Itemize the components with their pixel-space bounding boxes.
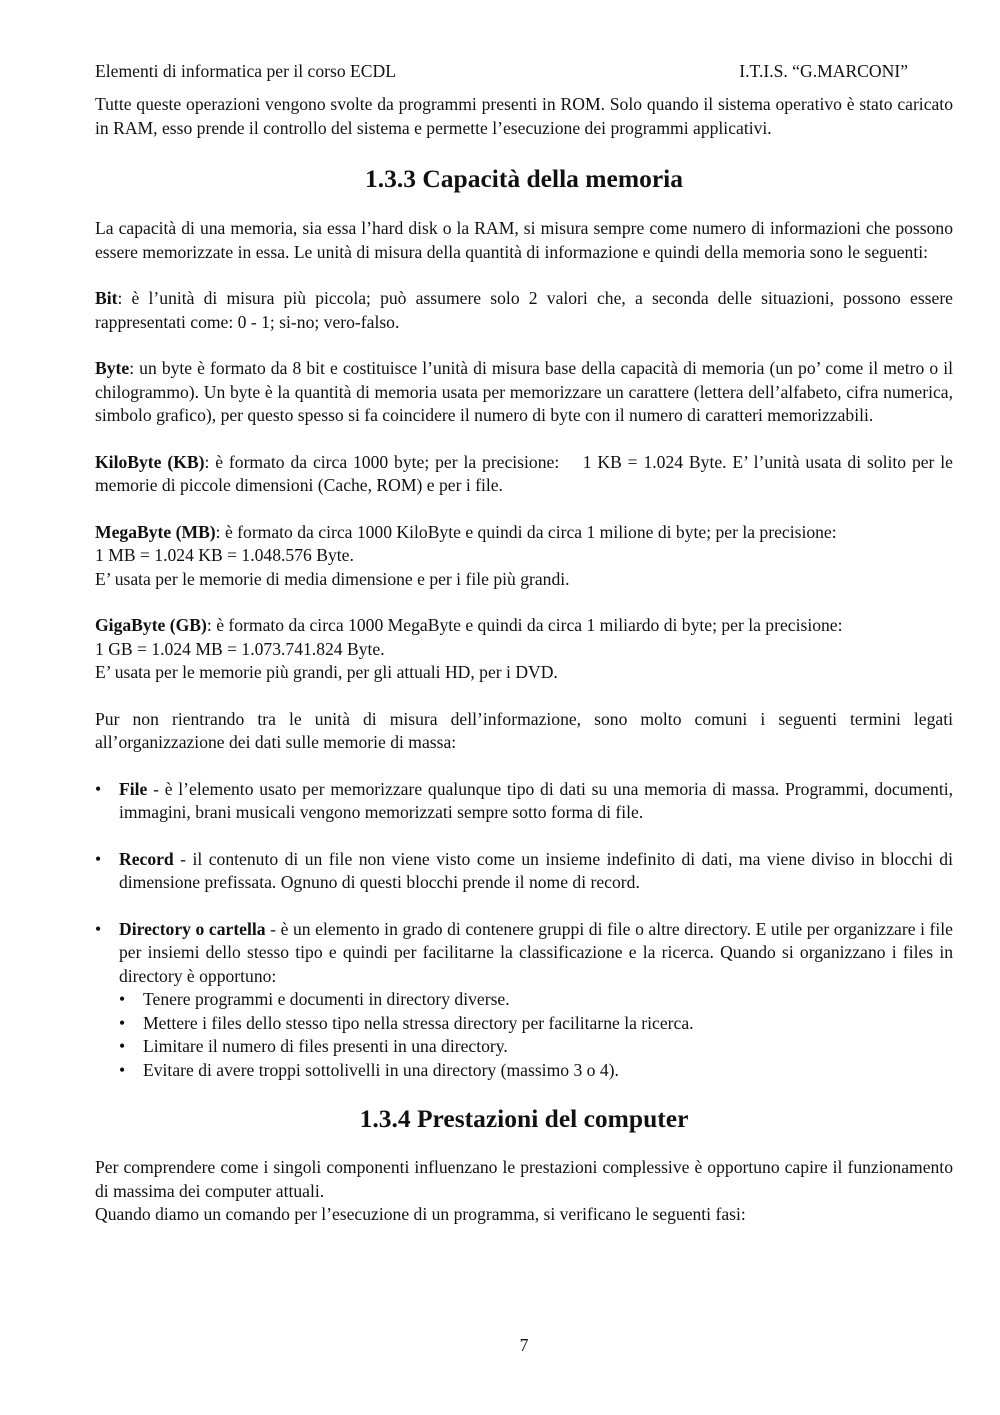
unit-bit xyxy=(95,287,953,334)
memory-capacity-intro: La capacità di una memoria, sia essa l’hard disk o la RAM, si misura sempre come numero di informazioni che possono essere memorizzate in essa. Le unità di misura della quantità di informazione e quindi della memoria sono le seguenti: xyxy=(95,218,953,262)
performance-paragraph-1: Per comprendere come i singoli componenti influenzano le prestazioni complessive è opportuno capire il funzionamento di massima dei computer attuali. xyxy=(95,1157,953,1201)
section-title-computer-performance: 1.3.4 Prestazioni del computer xyxy=(359,1104,689,1133)
bullet-symbol: • xyxy=(95,918,102,939)
bullet-symbol: • xyxy=(119,1036,126,1056)
unit-megabyte-line1: : è formato da circa 1000 KiloByte e quindi da circa 1 milione di byte; per la precisione: xyxy=(215,521,837,542)
bullet-symbol: • xyxy=(119,1059,126,1080)
unit-kilobyte xyxy=(95,451,958,498)
bullet-record xyxy=(95,848,953,895)
performance-paragraph-2: Quando diamo un comando per l’esecuzione di un programma, si verificano le seguenti fasi: xyxy=(95,1204,746,1224)
sub-item-text: Evitare di avere troppi sottolivelli in una directory (massimo 3 o 4). xyxy=(143,1059,619,1080)
unit-megabyte-line2: 1 MB = 1.024 KB = 1.048.576 Byte. xyxy=(95,545,354,565)
bullet-directory-term: Directory o cartella xyxy=(119,918,266,939)
unit-bit-term: Bit xyxy=(95,288,118,308)
unit-gigabyte xyxy=(95,614,953,685)
bullet-file-term: File xyxy=(119,778,148,799)
bullet-record-text: - il contenuto di un file non viene visto come un insieme indefinito di dati, ma viene diviso in blocchi di dimensione prefissata. Ognuno di questi blocchi prende il nome di record. xyxy=(119,848,953,892)
page-number: 7 xyxy=(519,1335,529,1355)
document-page xyxy=(95,60,958,1227)
unit-gigabyte-line3: E’ usata per le memorie più grandi, per gli attuali HD, per i DVD. xyxy=(95,662,558,682)
unit-gigabyte-term: GigaByte (GB) xyxy=(95,615,207,635)
directory-sub-list xyxy=(119,988,953,1082)
unit-kilobyte-term: KiloByte (KB) xyxy=(95,451,205,472)
unit-megabyte-term: MegaByte (MB) xyxy=(95,521,216,542)
header-right: I.T.I.S. “G.MARCONI” xyxy=(739,61,908,81)
unit-bit-text: : è l’unità di misura più piccola; può assumere solo 2 valori che, a seconda delle situazioni, possono essere rappresentati come: 0 - 1; si-no; vero-falso. xyxy=(95,288,953,332)
bullet-symbol: • xyxy=(119,989,126,1009)
bullet-file xyxy=(95,778,953,825)
unit-byte-term: Byte xyxy=(95,358,130,378)
section-title-memory-capacity: 1.3.3 Capacità della memoria xyxy=(365,164,683,193)
sub-item-text: Limitare il numero di files presenti in una directory. xyxy=(143,1036,508,1056)
sub-item-text: Tenere programmi e documenti in directory diverse. xyxy=(143,989,510,1009)
bullet-symbol: • xyxy=(95,848,102,869)
unit-megabyte xyxy=(95,521,953,592)
bullet-directory xyxy=(95,918,953,1083)
header-left: Elementi di informatica per il corso ECDL xyxy=(95,61,396,81)
unit-byte-text: : un byte è formato da 8 bit e costituisce l’unità di misura base della capacità di memoria (un po’ come il metro o il chilogrammo). Un byte è la quantità di memoria usata per memorizzare un carattere (lettera dell’alfabeto, cifra numerica, simbolo grafico), per questo spesso si fa coincidere il numero di byte con il numero di caratteri memorizzabili. xyxy=(95,358,953,425)
bullet-file-text: - è l’elemento usato per memorizzare qualunque tipo di dati su una memoria di massa. Programmi, documenti, immagini, brani musicali vengono memorizzati sempre sotto forma di file. xyxy=(119,778,953,822)
unit-gigabyte-line2: 1 GB = 1.024 MB = 1.073.741.824 Byte. xyxy=(95,638,385,659)
bullet-symbol: • xyxy=(119,1012,126,1033)
terms-intro: Pur non rientrando tra le unità di misura dell’informazione, sono molto comuni i seguenti termini legati all’organizzazione dei dati sulle memorie di massa: xyxy=(95,708,953,752)
directory-sub-item xyxy=(119,1059,953,1083)
directory-sub-item xyxy=(119,988,953,1012)
unit-byte xyxy=(95,357,953,428)
bullet-record-term: Record xyxy=(119,848,174,869)
bullet-directory-text: - è un elemento in grado di contenere gruppi di file o altre directory. E utile per organizzare i file per insiemi dello stesso tipo e quindi per facilitarne la classificazione e la ricerca. Quando si organizzano i files in directory è opportuno: xyxy=(119,918,953,986)
directory-sub-item xyxy=(119,1012,953,1036)
unit-kilobyte-text: : è formato da circa 1000 byte; per la precisione: 1 KB = 1.024 Byte. E’ l’unità usata di solito per le memorie di piccole dimensioni (Cache, ROM) e per i file. xyxy=(95,451,958,495)
intro-paragraph: Tutte queste operazioni vengono svolte da programmi presenti in ROM. Solo quando il sistema operativo è stato caricato in RAM, esso prende il controllo del sistema e permette l’esecuzione dei programmi applicativi. xyxy=(95,94,953,138)
unit-gigabyte-line1: : è formato da circa 1000 MegaByte e quindi da circa 1 miliardo di byte; per la precisione: xyxy=(206,615,843,635)
directory-sub-item xyxy=(119,1035,953,1059)
page-header xyxy=(95,60,953,83)
unit-megabyte-line3: E’ usata per le memorie di media dimensione e per i file più grandi. xyxy=(95,568,570,589)
sub-item-text: Mettere i files dello stesso tipo nella stressa directory per facilitarne la ricerca. xyxy=(143,1012,694,1033)
bullet-symbol: • xyxy=(95,778,102,799)
